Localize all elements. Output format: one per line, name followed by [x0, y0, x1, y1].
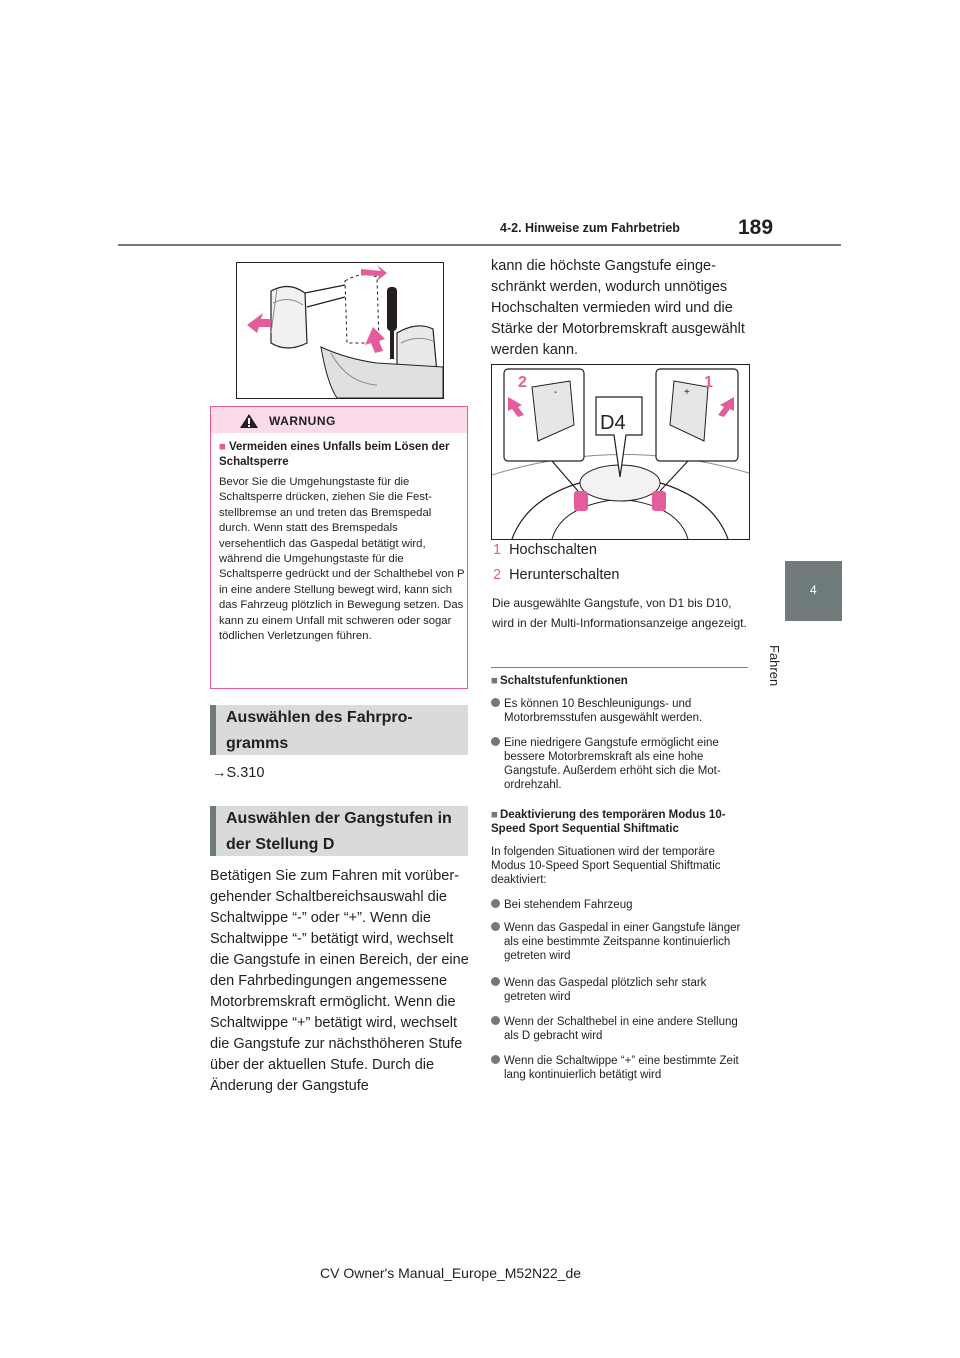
square-bullet-icon: ■ — [491, 809, 498, 821]
warning-body: Bevor Sie die Umgehungstaste für die Schaltsperre drücken, ziehen Sie die Feststellbremse an und treten das Bremspedal durch. Wenn statt des Bremspedals versehentlich das Gaspedal betätigt wird, während die Umgehungstaste für die Schaltsperre gedrückt und der Schalthebel von P in eine andere Stellung bewegt wird, kann sich das Fahrzeug plötzlich in Bewegung setzen. Das kann zu einem Unfall mit schweren oder sogar tödlichen Verletzungen führen. — [219, 476, 465, 643]
section-heading-gear-selection — [210, 806, 468, 856]
section-heading-text: Auswählen der Gangstufen in der Stellung D — [226, 810, 452, 853]
deactivation-intro: In folgenden Situationen wird der temporäre Modus 10-Speed Sport Sequential Shiftmatic deaktiviert: — [491, 846, 721, 886]
page-reference: →S.310 — [212, 765, 265, 781]
bullet-icon — [491, 899, 500, 908]
figure-callout-1: 1 — [704, 374, 713, 391]
legend-item-downshift: 2 Herunterschalten — [493, 567, 620, 583]
shift-lock-illustration — [236, 262, 444, 399]
chapter-label-box — [767, 625, 818, 687]
list-item: Bei stehendem Fahrzeug — [491, 898, 748, 914]
warning-header — [211, 407, 467, 433]
list-item: Eine niedrigere Gangstufe ermöglicht eine bessere Motorbremskraft als eine hohe Gangstufe. Außerdem erhöht sich die Motordrehzahl. — [491, 736, 748, 796]
subheading-deactivation: ■ Deaktivierung des temporären Modus 10-Speed Sport Sequential Shiftmatic — [491, 809, 726, 835]
heading-bar — [210, 806, 216, 856]
list-item: Wenn das Gaspedal in einer Gangstufe länger als eine bestimmte Zeitspanne kontinuierlich getreten wird — [491, 921, 748, 965]
content-divider — [491, 667, 748, 668]
chapter-label: Fahren — [767, 645, 782, 687]
minus-label: - — [554, 387, 558, 398]
list-item: Wenn die Schaltwippe “+” eine bestimmte Zeit lang kontinuierlich betätigt wird — [491, 1054, 748, 1084]
warning-subheading: ■ Vermeiden eines Unfalls beim Lösen der Schaltsperre — [219, 441, 450, 468]
section-body-text: Betätigen Sie zum Fahren mit vorübergehender Schaltbereichsauswahl die Schaltwippe “-” oder “+”. Wenn die Schaltwippe “-” betätigt wird, wechselt die Gangstufe in einen Bereich, der eine den Fahrbedingungen angemessene Motorbremskraft ermöglicht. Wenn die Schaltwippe “+” betätigt wird, wechselt die Gangstufe zur nächsthöheren Stufe über der aktuellen Stufe. Durch die Änderung der Gangstufe — [210, 868, 469, 1094]
legend-item-upshift: 1 Hochschalten — [493, 542, 597, 558]
section-title: 4-2. Hinweise zum Fahrbetrieb — [500, 221, 680, 235]
bullet-icon — [491, 1016, 500, 1025]
list-item: Wenn der Schalthebel in eine andere Stellung als D gebracht wird — [491, 1015, 748, 1045]
warning-title: WARNUNG — [269, 414, 336, 428]
continuation-text: kann die höchste Gangstufe eingeschränkt werden, wodurch unnötiges Hochschalten vermieden wird und die Stärke der Motorbremskraft ausgewählt werden kann. — [491, 258, 745, 358]
figure-callout-2: 2 — [518, 374, 527, 391]
warning-box — [210, 406, 468, 689]
list-item: Wenn das Gaspedal plötzlich sehr stark getreten wird — [491, 976, 748, 1006]
plus-label: + — [684, 387, 690, 398]
section-heading-text: Auswählen des Fahrprogramms — [226, 709, 413, 752]
bullet-icon — [491, 698, 500, 707]
bullet-icon — [491, 1055, 500, 1064]
gear-display: D4 — [600, 412, 626, 434]
page-number: 189 — [738, 216, 774, 239]
header-divider — [118, 244, 841, 246]
chapter-number: 4 — [810, 583, 817, 597]
chapter-tab — [785, 561, 842, 621]
section-heading-drive-mode — [210, 705, 468, 755]
square-bullet-icon: ■ — [491, 675, 498, 687]
warning-triangle-icon — [239, 413, 259, 429]
bullet-icon — [491, 737, 500, 746]
square-bullet-icon: ■ — [219, 441, 226, 453]
heading-bar — [210, 705, 216, 755]
bullet-icon — [491, 922, 500, 931]
paddle-shifter-illustration — [491, 364, 750, 540]
subheading-gear-functions: ■ Schaltstufenfunktionen — [491, 675, 628, 687]
bullet-icon — [491, 977, 500, 986]
list-item: Es können 10 Beschleunigungs- und Motorbremsstufen ausgewählt werden. — [491, 697, 748, 727]
gear-display-note: Die ausgewählte Gangstufe, von D1 bis D10, wird in der Multi-Informationsanzeige angezeigt. — [492, 596, 747, 630]
footer-text: CV Owner's Manual_Europe_M52N22_de — [320, 1265, 582, 1281]
